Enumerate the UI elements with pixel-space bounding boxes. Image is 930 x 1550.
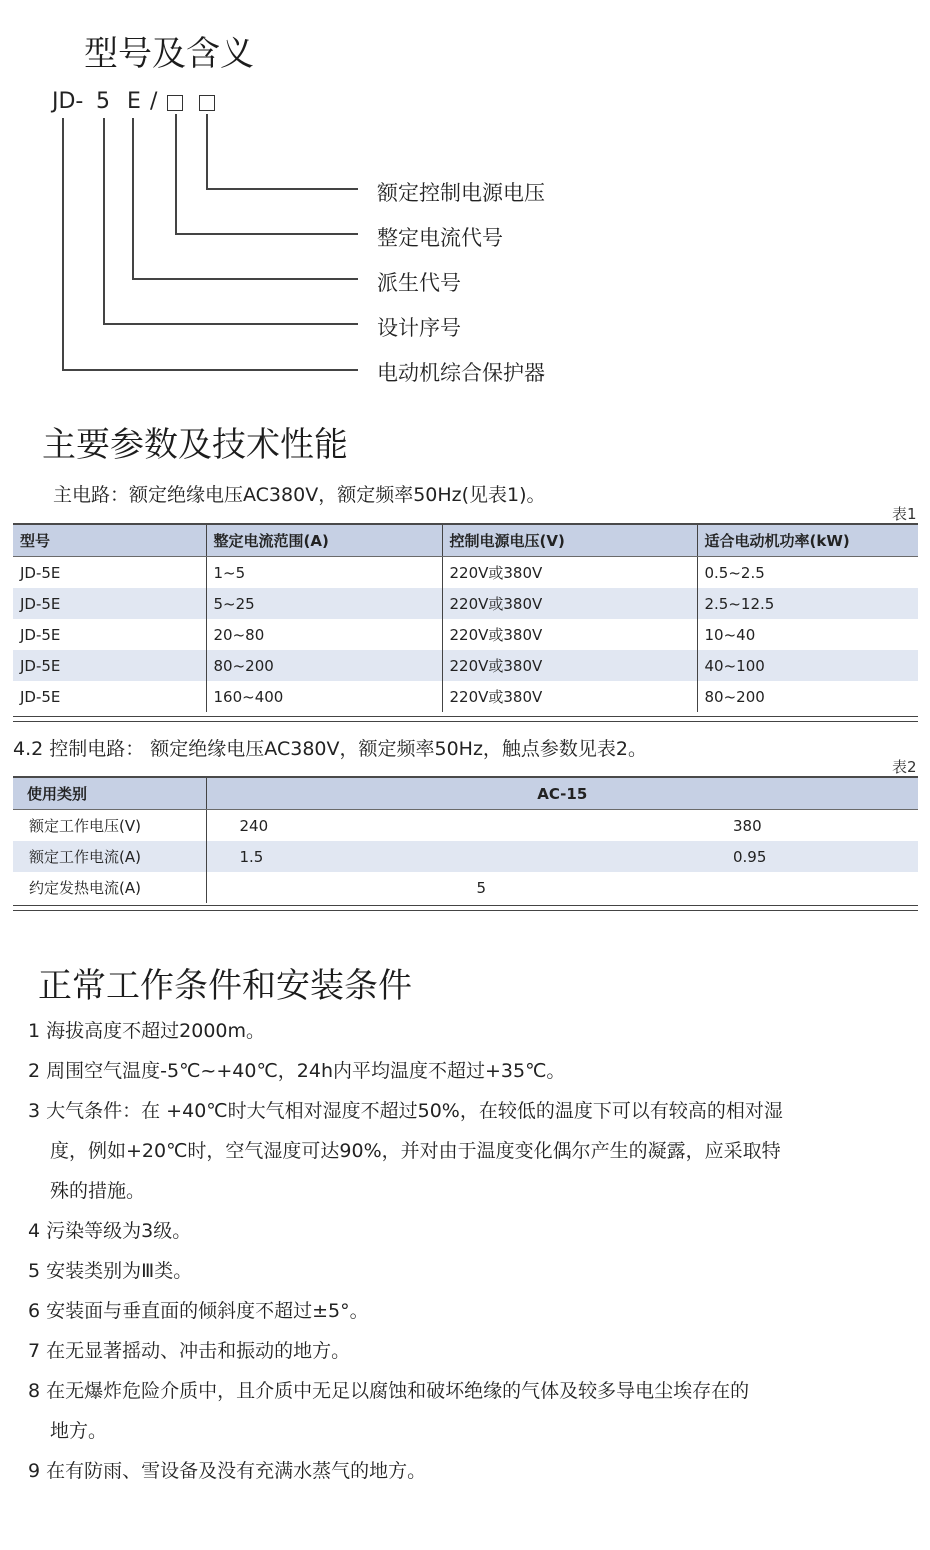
model-code-placeholder-box [199,95,215,111]
table1-header-cell: 型号 [13,524,206,557]
list-item-continuation: 度，例如+20℃时，空气湿度可达90%，并对由于温度变化偶尔产生的凝露，应采取特 [50,1140,781,1162]
table2-header-cell: AC-15 [206,777,918,810]
table-cell: 380 [733,816,762,835]
table-cell: 0.5~2.5 [697,557,918,589]
table-cell: 1~5 [206,557,442,589]
bracket-line [206,188,358,190]
table-cell: 220V或380V [442,588,697,619]
table-cell: JD-5E [20,687,61,706]
bracket-line [103,118,105,324]
table2-header-row [13,777,918,810]
list-item: 7 在无显著摇动、冲击和振动的地方。 [28,1340,351,1362]
table-row [13,650,918,681]
model-code-letter: E [127,89,141,114]
table-cell: 220V或380V [442,681,697,712]
table-row [13,872,918,903]
table-row [13,619,918,650]
table1-header-cell: 整定电流范围(A) [206,524,442,557]
bracket-line [132,118,134,279]
table1-header-cell: 适合电动机功率(kW) [697,524,918,557]
model-code-digit: 5 [96,89,110,114]
list-item: 9 在有防雨、雪设备及没有充满水蒸气的地方。 [28,1460,427,1482]
section-title-model-meaning: 型号及含义 [84,34,254,74]
list-item: 8 在无爆炸危险介质中，且介质中无足以腐蚀和破坏绝缘的气体及较多导电尘埃存在的 [28,1380,750,1402]
table1-caption: 表1 [892,505,917,523]
table-cell: JD-5E [20,625,61,644]
legend-setting-current-code: 整定电流代号 [377,226,503,250]
table-cell: 5 [206,872,918,903]
table2-header-cell: 使用类别 [13,777,206,810]
list-item: 3 大气条件：在 +40℃时大气相对湿度不超过50%，在较低的温度下可以有较高的相对湿 [28,1100,783,1122]
table-cell: 20~80 [206,619,442,650]
list-item: 2 周围空气温度-5℃~+40℃，24h内平均温度不超过+35℃。 [28,1060,566,1082]
section-title-main-parameters: 主要参数及技术性能 [42,425,348,465]
table-row [13,681,918,712]
list-item: 1 海拔高度不超过2000m。 [28,1020,266,1042]
table1-bottom-rule [13,716,918,722]
list-item-continuation: 地方。 [50,1420,108,1442]
table-row [13,810,918,842]
table1-header-row [13,524,918,557]
table-cell: 0.95 [506,841,918,872]
legend-rated-control-voltage: 额定控制电源电压 [377,181,545,205]
bracket-line [62,118,64,370]
legend-design-sequence: 设计序号 [377,316,461,340]
table-cell: 220V或380V [442,557,697,589]
table-row [13,841,918,872]
legend-derivative-code: 派生代号 [377,271,461,295]
table-cell: 220V或380V [442,650,697,681]
table-cell: 160~400 [206,681,442,712]
table-cell: 220V或380V [442,619,697,650]
table-cell: 5~25 [206,588,442,619]
bracket-line [175,233,358,235]
table2-bottom-rule [13,905,918,911]
bracket-line [62,369,358,371]
table-cell: JD-5E [13,650,206,681]
model-code-prefix: JD- [52,89,84,114]
table-cell: 2.5~12.5 [697,588,918,619]
table-cell: JD-5E [13,588,206,619]
table1 [13,523,918,712]
list-item: 6 安装面与垂直面的倾斜度不超过±5°。 [28,1300,369,1322]
bracket-line [175,114,177,234]
table2-caption: 表2 [892,758,917,776]
table-cell: 240 [206,810,506,842]
table-cell: 10~40 [697,619,918,650]
model-code-placeholder-box [167,95,183,111]
main-circuit-intro: 主电路：额定绝缘电压AC380V，额定频率50Hz(见表1)。 [53,484,546,506]
bracket-line [206,114,208,189]
bracket-line [103,323,358,325]
table-cell: 40~100 [697,650,918,681]
table1-header-cell: 控制电源电压(V) [442,524,697,557]
section-title-working-conditions: 正常工作条件和安装条件 [38,966,412,1006]
control-circuit-intro: 4.2 控制电路： 额定绝缘电压AC380V，额定频率50Hz，触点参数见表2。 [13,738,648,760]
table-cell: JD-5E [20,563,61,582]
list-item-continuation: 殊的措施。 [50,1180,146,1202]
list-item: 4 污染等级为3级。 [28,1220,192,1242]
table2 [13,776,918,903]
table-cell: 80~200 [697,681,918,712]
model-code-slash: / [150,89,158,114]
table-cell: 1.5 [206,841,506,872]
legend-motor-protector: 电动机综合保护器 [377,361,545,385]
table-row [13,557,918,589]
table-cell: 额定工作电流(A) [13,841,206,872]
table-cell: 约定发热电流(A) [29,879,141,897]
list-item: 5 安装类别为Ⅲ类。 [28,1260,193,1282]
table-cell: 80~200 [206,650,442,681]
table-cell: 额定工作电压(V) [29,817,141,835]
table-row [13,588,918,619]
bracket-line [132,278,358,280]
